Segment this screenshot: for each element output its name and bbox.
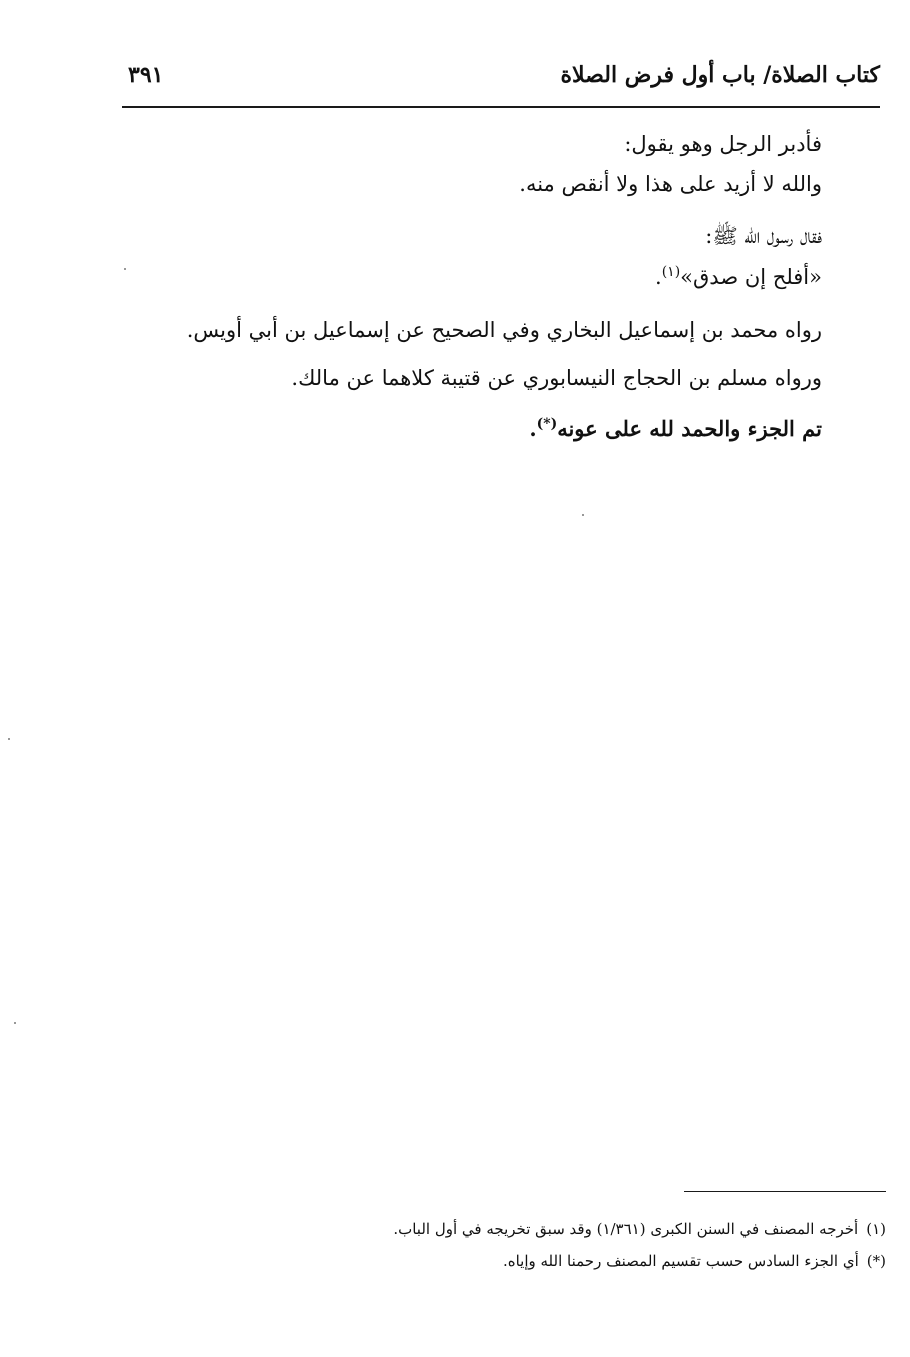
closing-period: . bbox=[529, 416, 537, 441]
text-line-6: ورواه مسلم بن الحجاج النيسابوري عن قتيبة كلاهما عن مالك. bbox=[291, 366, 822, 390]
footnote-ref-star: (*) bbox=[536, 416, 558, 432]
footnote-1-marker: (١) bbox=[866, 1220, 886, 1238]
running-header bbox=[122, 62, 880, 102]
footnote-2-text: أي الجزء السادس حسب تقسيم المصنف رحمنا الله وإياه. bbox=[502, 1252, 859, 1270]
footnote-1 bbox=[286, 1220, 886, 1238]
scan-speck bbox=[14, 1022, 16, 1024]
footnote-rule bbox=[684, 1191, 886, 1192]
text-line-5: رواه محمد بن إسماعيل البخاري وفي الصحيح عن إسماعيل بن أبي أويس. bbox=[186, 318, 822, 342]
text-line-4 bbox=[122, 264, 822, 290]
scan-speck bbox=[124, 268, 126, 270]
running-title: كتاب الصلاة/ باب أول فرض الصلاة bbox=[560, 62, 880, 88]
text-line-2: والله لا أزيد على هذا ولا أنقص منه. bbox=[519, 172, 822, 196]
footnote-2-marker: (*) bbox=[866, 1252, 886, 1270]
footnote-1-text: أخرجه المصنف في السنن الكبرى (١/٣٦١) وقد سبق تخريجه في أول الباب. bbox=[393, 1220, 859, 1238]
closing-statement: تم الجزء والحمد لله على عونه bbox=[557, 416, 822, 441]
text-line-1: فأدبر الرجل وهو يقول: bbox=[624, 132, 822, 156]
text-line-3: فقال رسول الله ﷺ: bbox=[705, 224, 822, 248]
footnote-2 bbox=[286, 1252, 886, 1270]
line-end-period: . bbox=[655, 265, 662, 289]
header-rule bbox=[122, 106, 880, 108]
hadith-quote: «أفلح إن صدق» bbox=[680, 265, 822, 289]
page-number: ٣٩١ bbox=[128, 62, 164, 88]
scan-speck bbox=[582, 514, 584, 516]
text-line-7 bbox=[122, 416, 822, 441]
scan-speck bbox=[8, 738, 10, 740]
footnote-ref-1: (١) bbox=[661, 264, 681, 280]
